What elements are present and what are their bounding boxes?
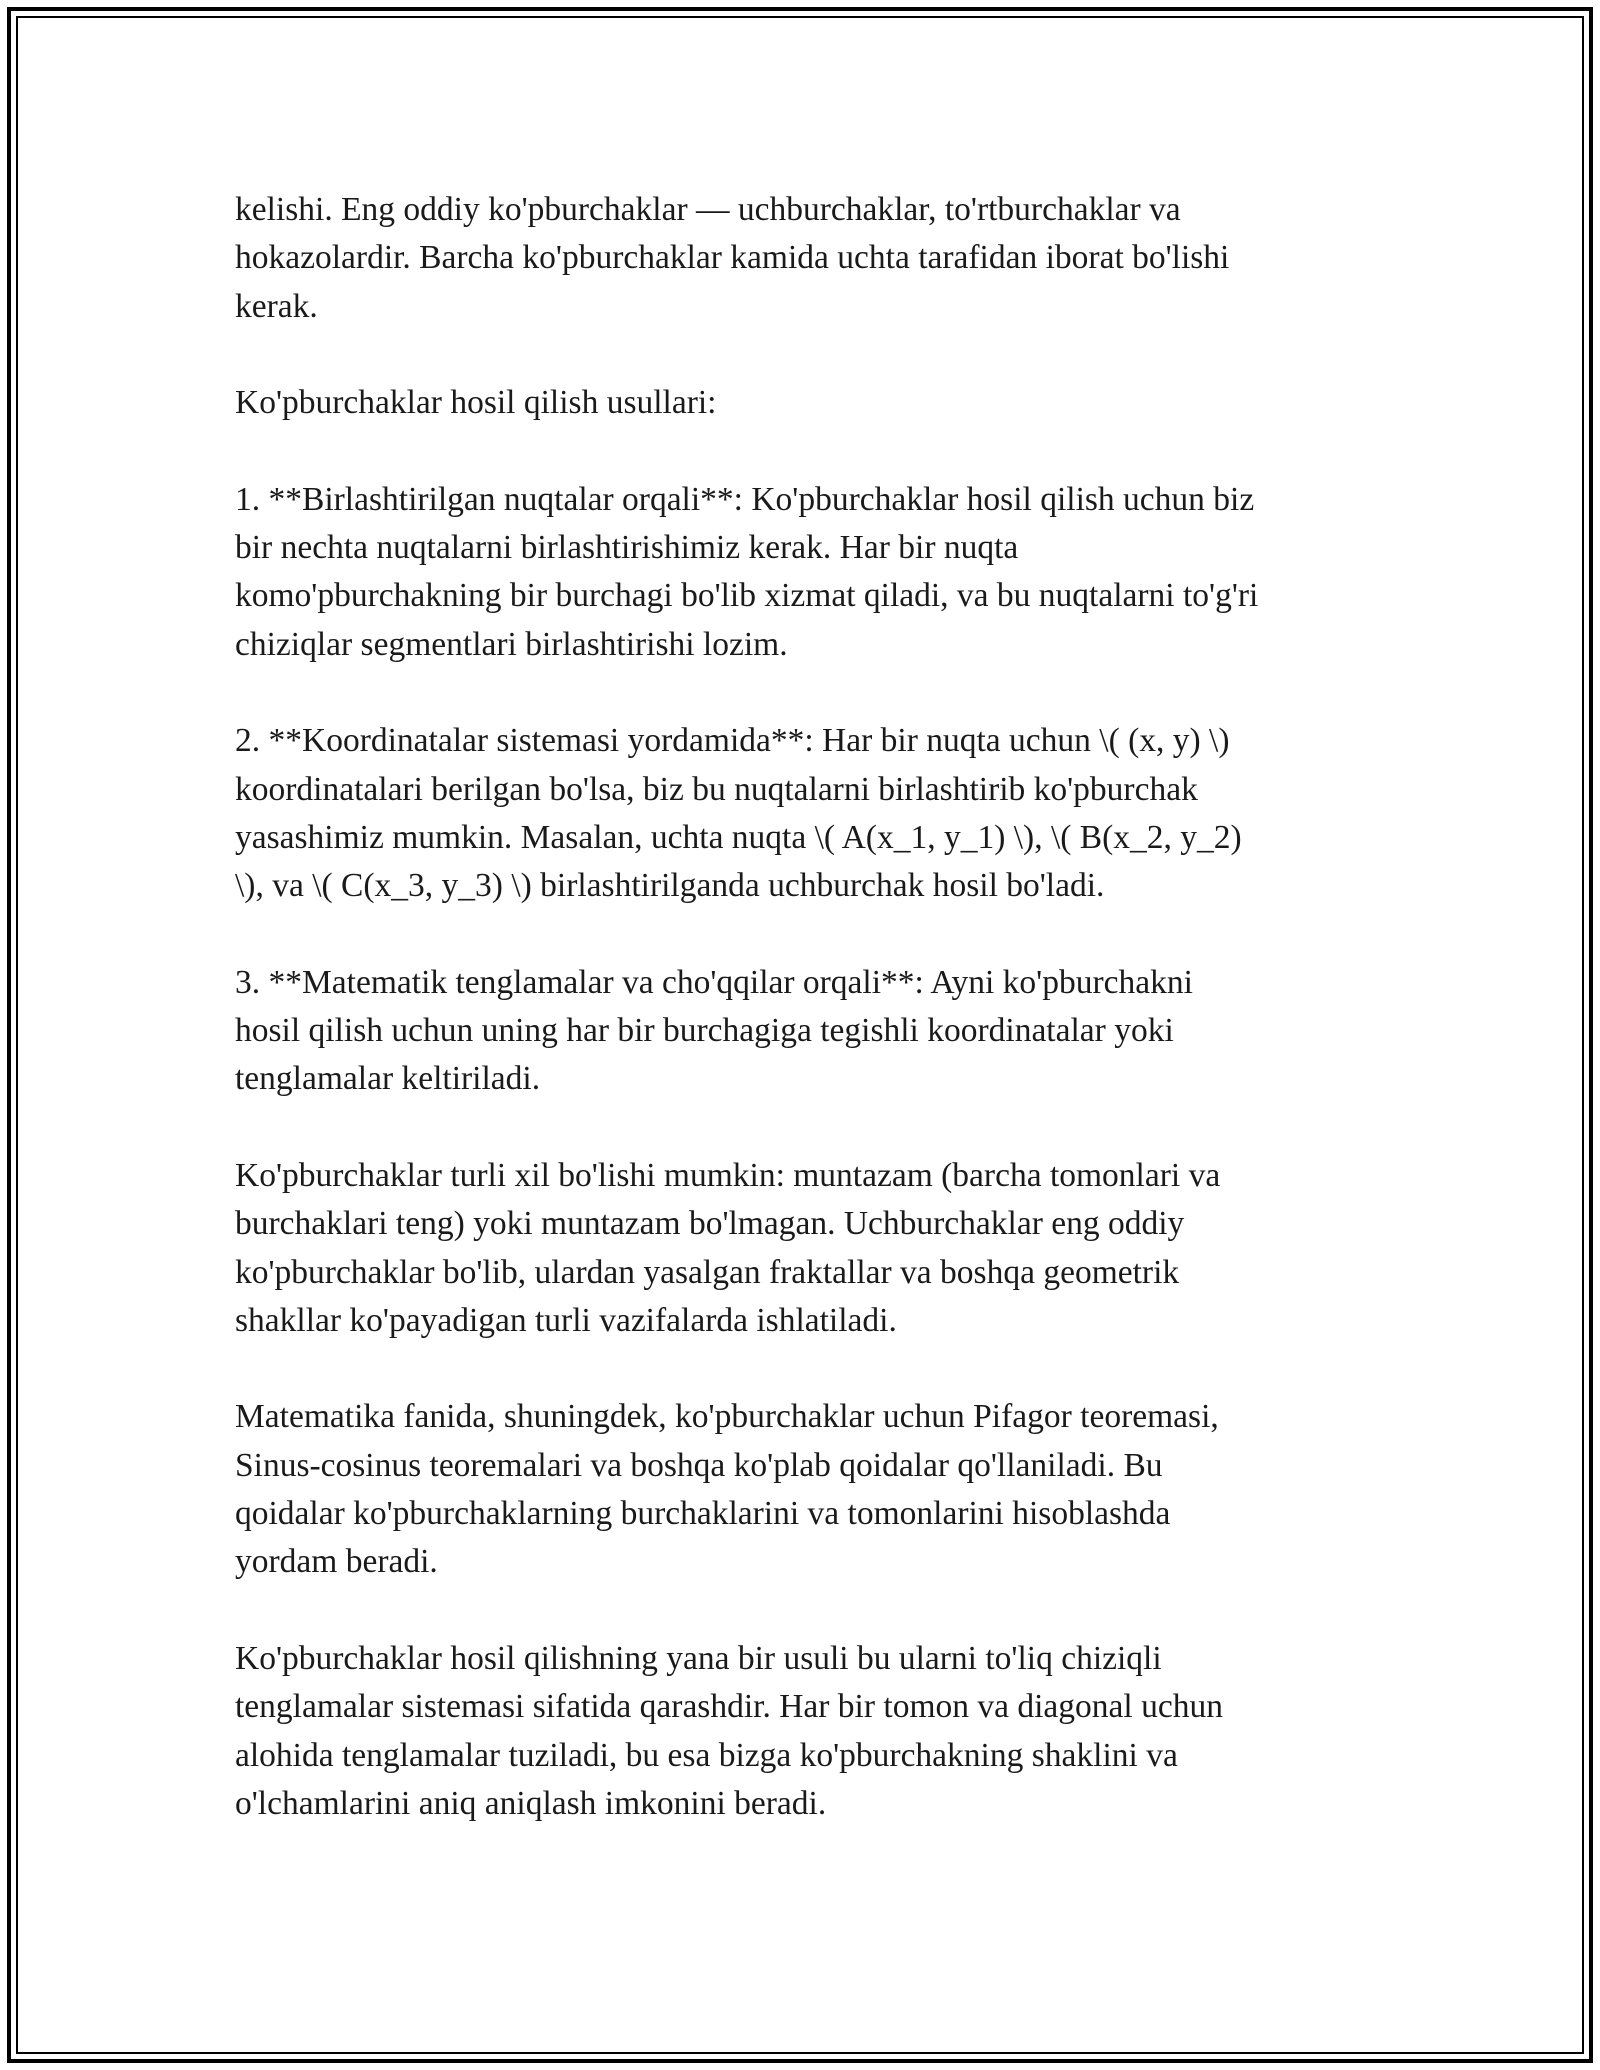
paragraph-polygon-types: Ko'pburchaklar turli xil bo'lishi mumkin: muntazam (barcha tomonlari va burchaklari teng) yoki muntazam bo'lmagan. Uchburchaklar eng oddiy ko'pburchaklar bo'lib, ulardan yasalgan fraktallar va boshqa geometrik shakllar ko'payadigan turli vazifalarda ishlatiladi. [235,1156,1221,1339]
list-item-method-1: 1. **Birlashtirilgan nuqtalar orqali**: Ko'pburchaklar hosil qilish uchun biz bir nechta nuqtalarni birlashtirishimiz kerak. Har bir nuqta komo'pburchakning bir burchagi bo'lib xizmat qiladi, va bu nuqtalarni to'g'ri chiziqlar segmentlari birlashtirishi lozim. [235,480,1259,663]
paragraph-methods-heading: Ko'pburchaklar hosil qilish usullari: [235,384,717,422]
list-item-method-2: 2. **Koordinatalar sistemasi yordamida**: Har bir nuqta uchun \( (x, y) \) koordinatalari berilgan bo'lsa, biz bu nuqtalarni birlashtirib ko'pburchak yasashimiz mumkin. Masalan, uchta nuqta \( A(x_1, y_1) \), \( B(x_2, y_2) \), va \( C(x_3, y_3) \) birlashtirilganda uchburchak hosil bo'ladi. [235,722,1242,905]
document-body [235,186,1360,1828]
paragraph-intro-continuation: kelishi. Eng oddiy ko'pburchaklar — uchburchaklar, to'rtburchaklar va hokazolardir. Barcha ko'pburchaklar kamida uchta tarafidan iborat bo'lishi kerak. [235,191,1230,325]
list-item-method-3: 3. **Matematik tenglamalar va cho'qqilar orqali**: Ayni ko'pburchakni hosil qilish uchun uning har bir burchagiga tegishli koordinatalar yoki tenglamalar keltiriladi. [235,963,1193,1098]
paragraph-theorems: Matematika fanida, shuningdek, ko'pburchaklar uchun Pifagor teoremasi, Sinus-cosinus teoremalari va boshqa ko'plab qoidalar qo'llaniladi. Bu qoidalar ko'pburchaklarning burchaklarini va tomonlarini hisoblashda yordam beradi. [235,1398,1219,1581]
paragraph-linear-equations: Ko'pburchaklar hosil qilishning yana bir usuli bu ularni to'liq chiziqli tenglamalar sistemasi sifatida qarashdir. Har bir tomon va diagonal uchun alohida tenglamalar tuziladi, bu esa bizga ko'pburchakning shaklini va o'lchamlarini aniq aniqlash imkonini beradi. [235,1639,1223,1822]
